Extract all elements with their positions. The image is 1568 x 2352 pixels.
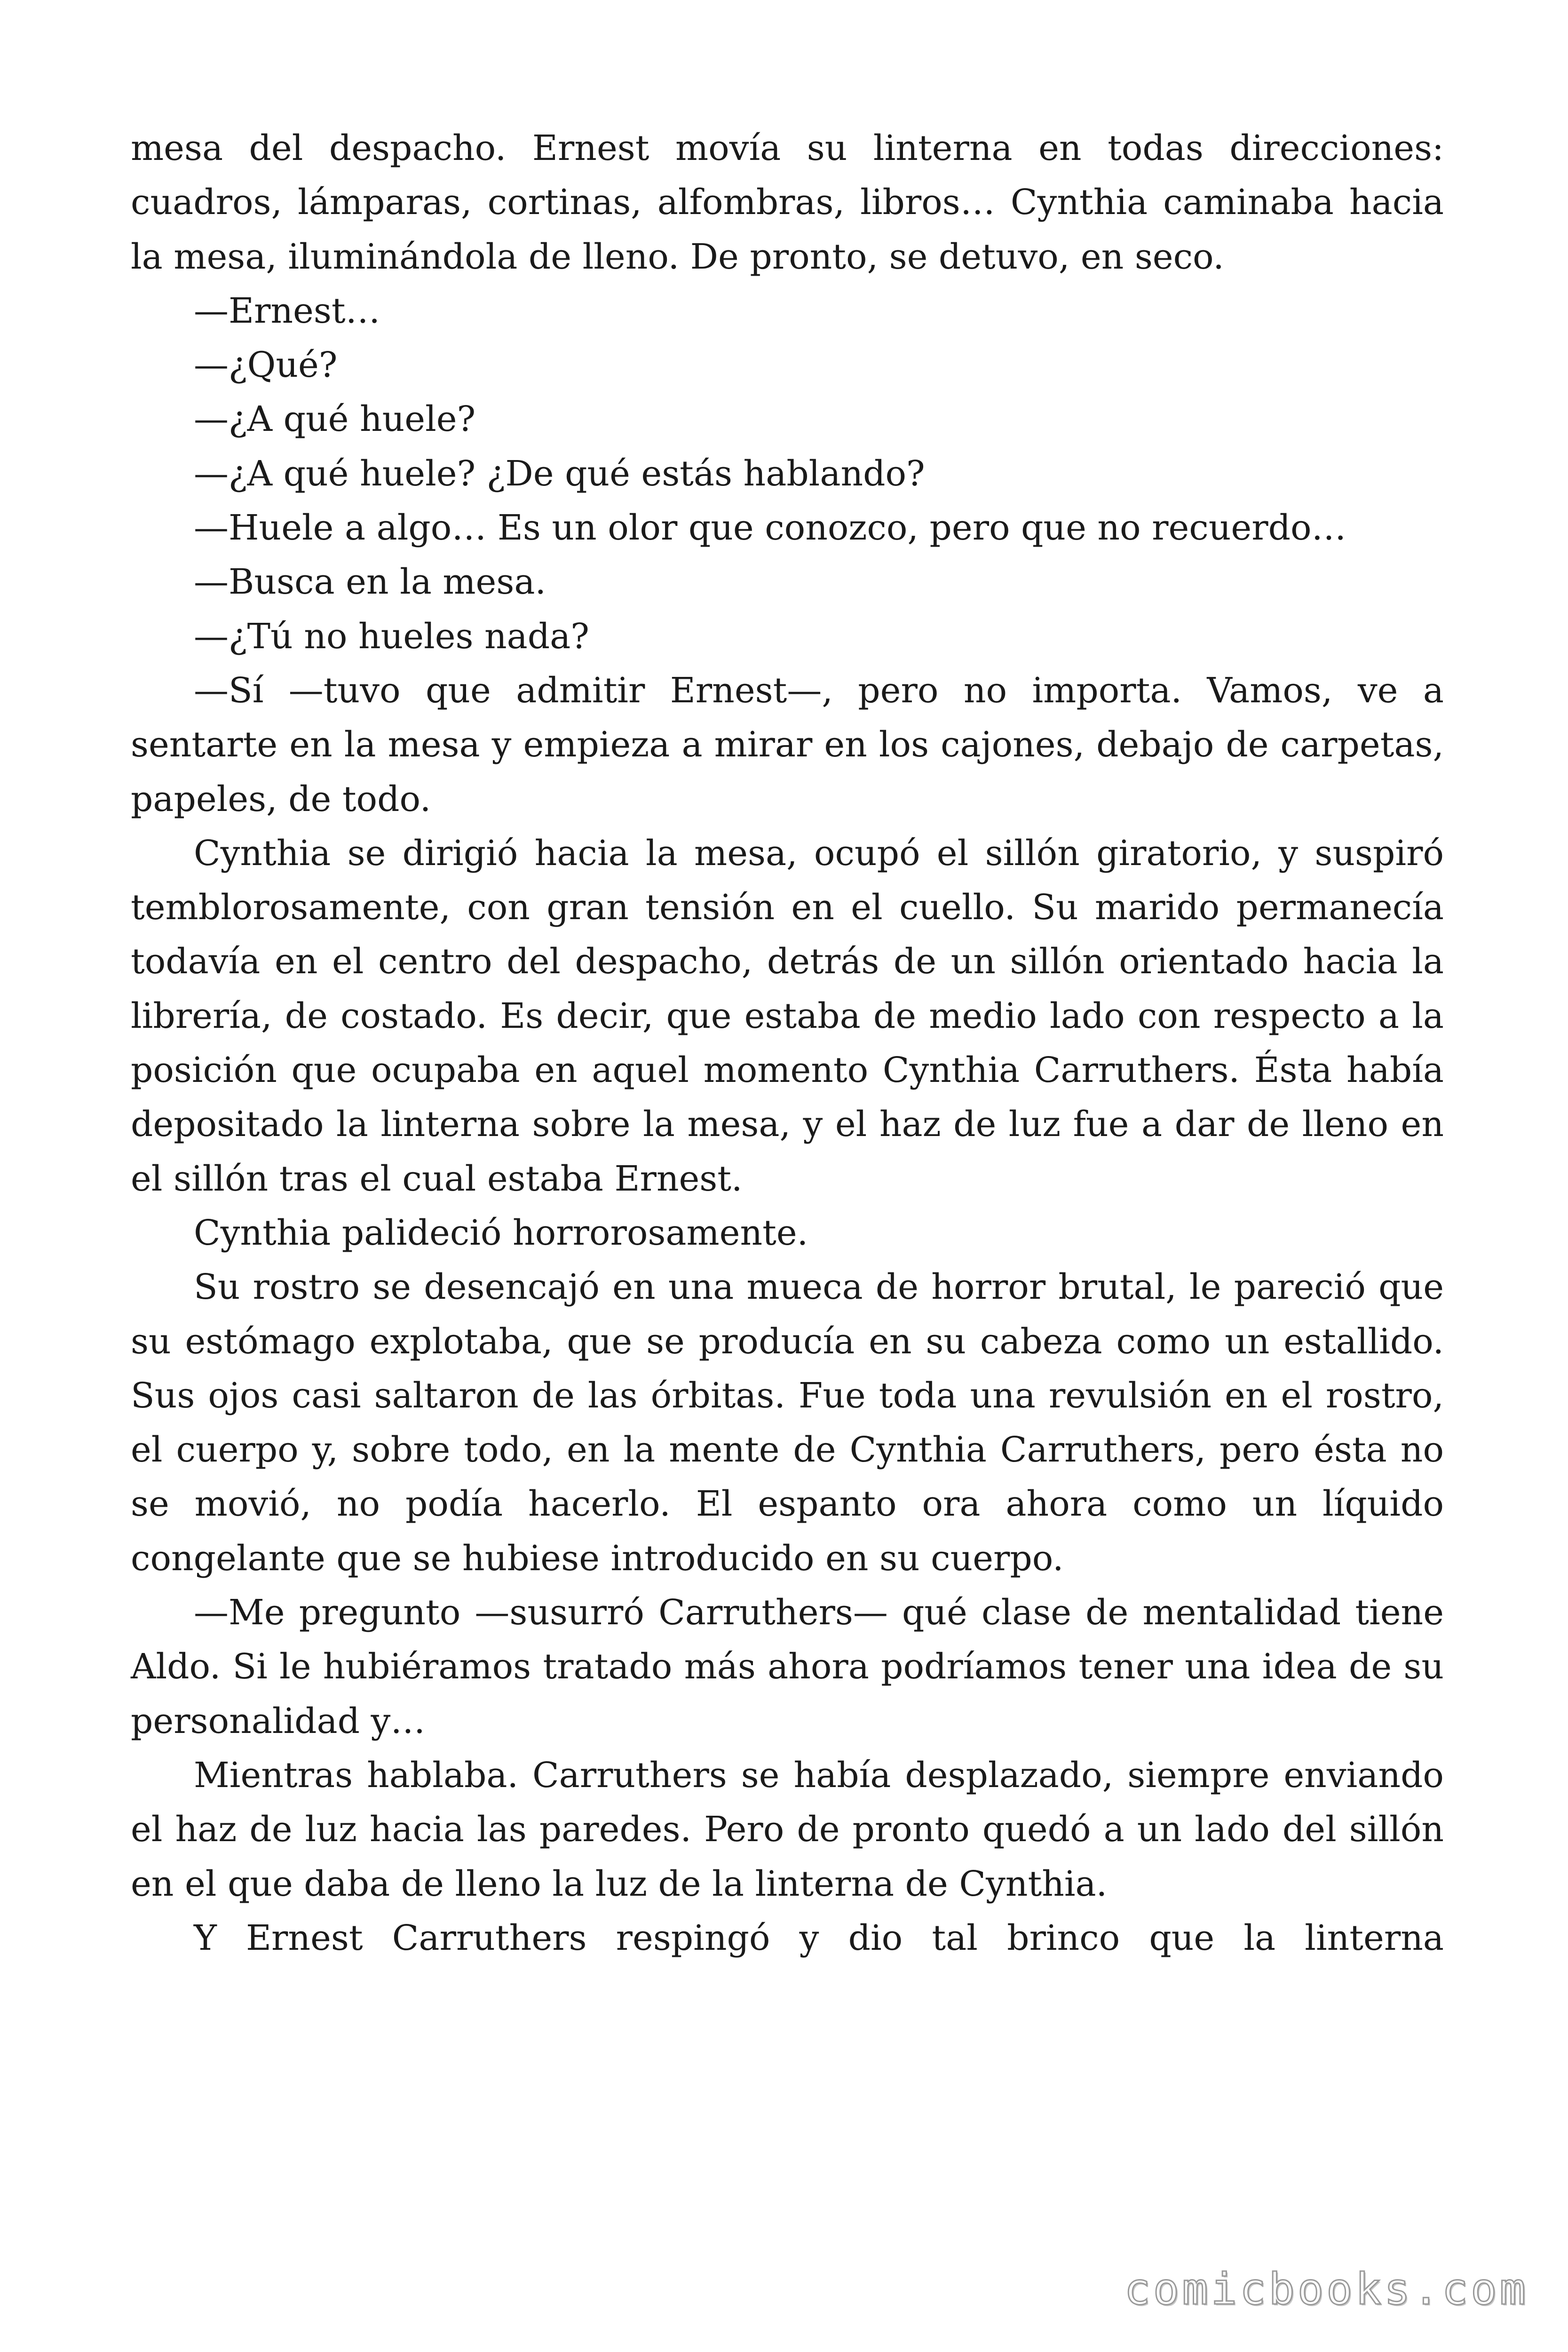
paragraph: —Sí —tuvo que admitir Ernest—, pero no importa. Vamos, ve a sentarte en la mesa y empieza a mirar en los cajones, debajo de carpetas, papeles, de todo.: [131, 670, 1444, 819]
paragraph: mesa del despacho. Ernest movía su linterna en todas direcciones: cuadros, lámparas, cortinas, alfombras, libros… Cynthia caminaba hacia la mesa, iluminándola de lleno. De pronto, se detuvo, en seco.: [131, 128, 1444, 277]
paragraph: Cynthia palideció horrorosamente.: [194, 1212, 808, 1253]
watermark-logo: comicbooks.com: [1124, 2264, 1528, 2314]
paragraph: —Busca en la mesa.: [194, 562, 546, 603]
paragraph: —Ernest…: [194, 290, 380, 331]
paragraph: —¿Qué?: [194, 345, 338, 386]
paragraph: —Huele a algo… Es un olor que conozco, pero que no recuerdo…: [194, 508, 1346, 548]
paragraph: Su rostro se desencajó en una mueca de horror brutal, le pareció que su estómago explotaba, que se producía en su cabeza como un estallido. Sus ojos casi saltaron de las órbitas. Fue toda una revulsión en el rostro, el cuerpo y, sobre todo, en la mente de Cynthia Carruthers, pero ésta no se movió, no podía hacerlo. El espanto ora ahora como un líquido congelante que se hubiese introducido en su cuerpo.: [131, 1267, 1444, 1579]
paragraph-last-line: Y Ernest Carruthers respingó y dio tal brinco que la linterna: [194, 1917, 1444, 1958]
paragraph: Cynthia se dirigió hacia la mesa, ocupó el sillón giratorio, y suspiró temblorosamente, con gran tensión en el cuello. Su marido permanecía todavía en el centro del despacho, detrás de un sillón orientado hacia la librería, de costado. Es decir, que estaba de medio lado con respecto a la posición que ocupaba en aquel momento Cynthia Carruthers. Ésta había depositado la linterna sobre la mesa, y el haz de luz fue a dar de lleno en el sillón tras el cual estaba Ernest.: [131, 833, 1444, 1199]
paragraph: —¿Tú no hueles nada?: [194, 616, 589, 657]
paragraph: —Me pregunto —susurró Carruthers— qué clase de mentalidad tiene Aldo. Si le hubiéramos tratado más ahora podríamos tener una idea de su personalidad y…: [131, 1592, 1444, 1741]
paragraph: —¿A qué huele?: [194, 399, 476, 440]
paragraph: Mientras hablaba. Carruthers se había desplazado, siempre enviando el haz de luz hacia las paredes. Pero de pronto quedó a un lado del sillón en el que daba de lleno la luz de la linterna de Cynthia.: [131, 1755, 1444, 1904]
page-text: [131, 121, 1444, 1965]
paragraph: —¿A qué huele? ¿De qué estás hablando?: [194, 453, 925, 494]
